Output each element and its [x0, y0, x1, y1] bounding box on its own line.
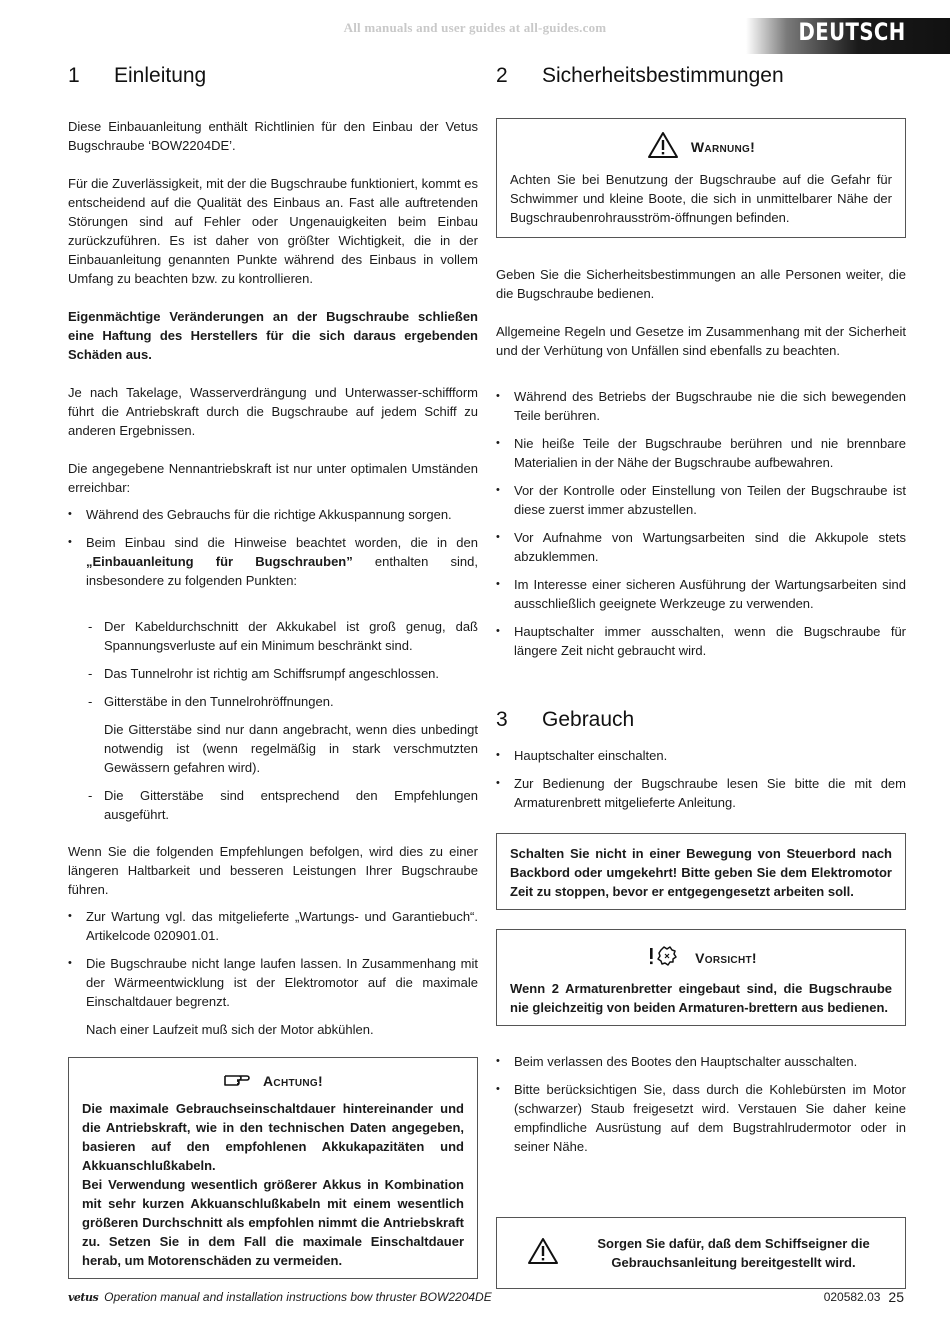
warning-triangle-icon — [647, 131, 679, 164]
list-item: • Nie heiße Teile der Bugschraube berühren und nie brennbare Materialien in der Nähe der Bugschraube aufbewahren. — [496, 434, 906, 472]
vorsicht-box — [496, 929, 906, 1026]
list-item: • Während des Betriebs der Bugschraube nie die sich bewegenden Teile berühren. — [496, 387, 906, 425]
list-item: • Beim Einbau sind die Hinweise beachtet worden, die in den „Einbauanleitung für Bugschrauben” enthalten sind, insbesondere zu folgenden Punkten: — [68, 533, 478, 590]
list-item: - Das Tunnelrohr ist richtig am Schiffsrumpf angeschlossen. — [88, 664, 478, 683]
list-item: • Hauptschalter immer ausschalten, wenn die Bugschraube für längere Zeit nicht gebraucht wird. — [496, 622, 906, 660]
vorsicht-text: Wenn 2 Armaturenbretter eingebaut sind, die Bugschraube nie gleichzeitig von beiden Armaturen-brettern aus bedienen. — [510, 981, 892, 1015]
dash-note: Die Gitterstäbe sind nur dann angebracht, wenn dies unbedingt notwendig ist (wenn regelmäßig in stark verschmutzten Gewässern gefahren wird). — [104, 722, 478, 775]
bullet-list — [496, 1052, 906, 1156]
caution-box — [496, 833, 906, 910]
list-item: • Zur Wartung vgl. das mitgelieferte „Wartungs- und Garantiebuch“. Artikelcode 020901.01. — [68, 907, 478, 945]
list-item: • Die Bugschraube nicht lange laufen lassen. In Zusammenhang mit der Wärmeentwicklung ist der Elektromotor auf die maximale Einschaltdauer begrenzt. — [68, 954, 478, 1011]
section-title: Gebrauch — [542, 708, 635, 731]
bullet-note: Nach einer Laufzeit muß sich der Motor abkühlen. — [86, 1022, 374, 1037]
vorsicht-label: Vorsicht! — [695, 950, 757, 966]
achtung-text: Die maximale Gebrauchseinschaltdauer hintereinander und die Antriebskraft, wie in den technischen Daten angegeben, basieren auf den empfohlenen Akkukapazitäten und Akkuanschlußkabeln. — [82, 1101, 464, 1173]
list-item: - Die Gitterstäbe sind entsprechend den Empfehlungen ausgeführt. — [88, 786, 478, 824]
list-item: • Während des Gebrauchs für die richtige Akkuspannung sorgen. — [68, 505, 478, 524]
dash-list — [68, 786, 478, 824]
achtung-box — [68, 1057, 478, 1279]
language-tab — [746, 18, 950, 54]
vorsicht-header — [510, 944, 892, 973]
section-2-heading — [496, 62, 906, 90]
final-notice-box — [496, 1217, 906, 1289]
warning-box — [496, 118, 906, 238]
paragraph: Geben Sie die Sicherheitsbestimmungen an alle Personen weiter, die die Bugschraube bedienen. — [496, 267, 906, 301]
page-footer — [68, 1287, 904, 1307]
section-title: Einleitung — [114, 64, 207, 87]
paragraph-bold: Eigenmächtige Veränderungen an der Bugschraube schließen eine Haftung des Herstellers für die sich daraus ergebenden Schäden aus. — [68, 309, 478, 362]
section-1-heading — [68, 62, 478, 90]
achtung-header — [82, 1070, 464, 1093]
section-3-heading — [496, 706, 906, 734]
final-notice-text: Sorgen Sie dafür, daß dem Schiffseigner die Gebrauchsanleitung bereitgestellt wird. — [597, 1236, 870, 1270]
list-item: • Im Interesse einer sicheren Ausführung der Wartungsarbeiten sind ausschließlich geeignete Werkzeuge zu verwenden. — [496, 575, 906, 613]
paragraph: Allgemeine Regeln und Gesetze im Zusammenhang mit der Sicherheit und der Verhütung von Unfällen sind ebenfalls zu beachten. — [496, 324, 906, 358]
paragraph: Wenn Sie die folgenden Empfehlungen befolgen, wird dies zu einer längeren Haltbarkeit und besseren Leistungen Ihrer Bugschraube führen. — [68, 844, 478, 897]
page-number: 25 — [888, 1288, 904, 1305]
section-number: 1 — [68, 64, 80, 87]
warning-text: Achten Sie bei Benutzung der Bugschraube auf die Gefahr für Schwimmer und kleine Boote, die sich in unmittelbarer Nähe der Bugschraubenrohrausström-öffnungen befinden. — [510, 172, 892, 225]
bullet-list — [68, 505, 478, 590]
list-item: • Vor der Kontrolle oder Einstellung von Teilen der Bugschraube ist diese zuerst immer abzustellen. — [496, 481, 906, 519]
bullet-list — [496, 387, 906, 660]
list-item: • Vor Aufnahme von Wartungsarbeiten sind die Akkupole stets abzuklemmen. — [496, 528, 906, 566]
footer-title: Operation manual and installation instructions bow thruster BOW2204DE — [104, 1289, 492, 1304]
document-code: 020582.03 — [823, 1289, 881, 1304]
section-number: 3 — [496, 708, 508, 731]
bullet-list — [68, 907, 478, 1011]
achtung-text-2: Bei Verwendung wesentlich größerer Akkus in Kombination mit sehr kurzen Akkuanschlußkabeln mit einem wesentlich größeren Durchschnitt als empfohlen nimmt die Antriebskraft zu. Setzen Sie in dem Fall die maximale Einschaltdauer herab, um Motorenschäden zu vermeiden. — [82, 1177, 464, 1268]
vetus-logo: vetus — [68, 1290, 99, 1304]
paragraph: Die angegebene Nennantriebskraft ist nur unter optimalen Umständen erreichbar: — [68, 461, 478, 495]
bullet-list — [496, 746, 906, 812]
dash-list — [68, 617, 478, 711]
section-number: 2 — [496, 64, 508, 87]
watermark: All manuals and user guides at all-guides.com — [343, 20, 607, 35]
left-column — [68, 62, 478, 1279]
list-item: • Zur Bedienung der Bugschraube lesen Sie bitte die mit dem Armaturenbrett mitgelieferte Anleitung. — [496, 774, 906, 812]
paragraph: Für die Zuverlässigkeit, mit der die Bugschraube funktioniert, kommt es entscheidend auf die Qualität des Einbaus an. Fast alle auftretenden Störungen sind auf Fehler oder Ungenauigkeiten beim Einbau zurückzuführen. Es ist daher von größter Wichtigkeit, die in der Einbauanleitung genannten Punkte während des Einbaus in vollem Umfang zu beachten bzw. zu kontrollieren. — [68, 176, 478, 286]
caution-text: Schalten Sie nicht in einer Bewegung von Steuerbord nach Backbord oder umgekehrt! Bitte geben Sie dem Elektromotor Zeit zu stoppen, bevor er entgegengesetzt arbeiten soll. — [510, 846, 892, 899]
paragraph: Je nach Takelage, Wasserverdrängung und Unterwasser-schiffform führt die Antriebskraft durch die Bugschraube auf jedem Schiff zu anderen Ergebnissen. — [68, 385, 478, 438]
list-item: • Beim verlassen des Bootes den Hauptschalter ausschalten. — [496, 1052, 906, 1071]
achtung-label: Achtung! — [263, 1073, 323, 1089]
warning-header — [510, 131, 892, 164]
list-item: • Hauptschalter einschalten. — [496, 746, 906, 765]
list-item: - Gitterstäbe in den Tunnelrohröffnungen. — [88, 692, 478, 711]
warning-label: Warnung! — [690, 139, 756, 155]
pointing-hand-icon — [223, 1070, 251, 1093]
caution-gear-icon — [645, 944, 683, 973]
language-label: DEUTSCH — [798, 18, 906, 46]
right-column — [496, 62, 906, 1289]
paragraph: Diese Einbauanleitung enthält Richtlinien für den Einbau der Vetus Bugschraube ‘BOW2204DE’. — [68, 119, 478, 153]
list-item: - Der Kabeldurchschnitt der Akkukabel ist groß genug, daß Spannungsverluste auf ein Minimum beschränkt sind. — [88, 617, 478, 655]
section-title: Sicherheitsbestimmungen — [542, 64, 784, 87]
warning-triangle-icon — [527, 1237, 559, 1270]
list-item: • Bitte berücksichtigen Sie, dass durch die Kohlebürsten im Motor (schwarzer) Staub freigesetzt wird. Verstauen Sie daher keine empfindliche Ausrüstung auf dem Bugstrahlrudermotor oder in seiner Nähe. — [496, 1080, 906, 1156]
